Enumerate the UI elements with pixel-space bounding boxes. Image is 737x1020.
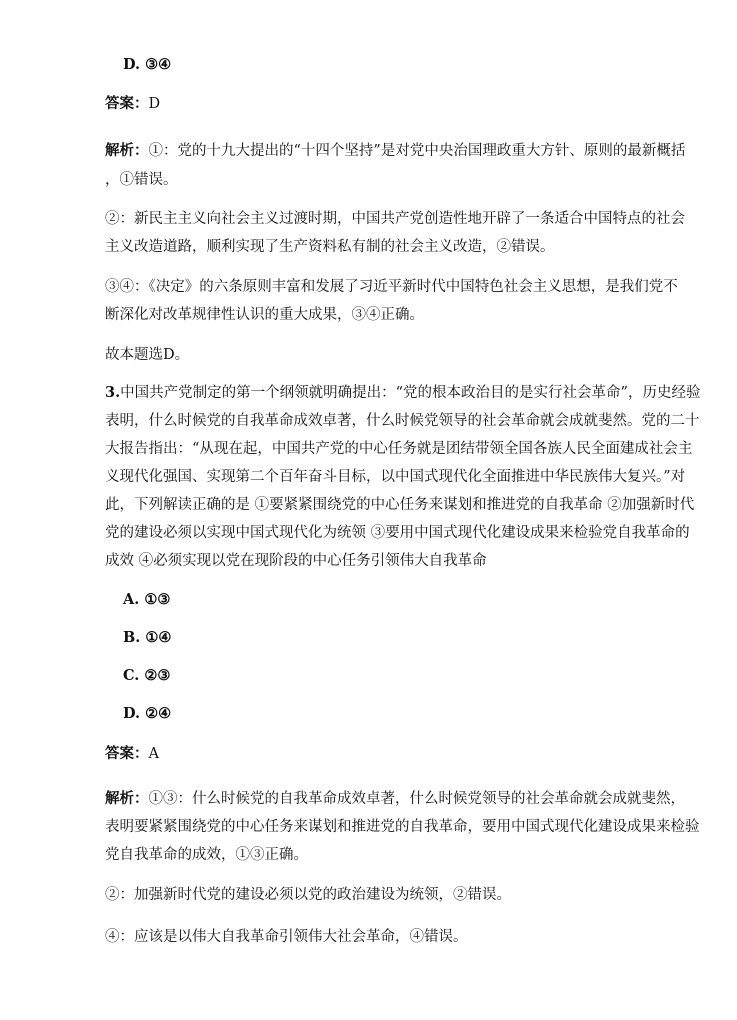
answer-value: D: [148, 96, 161, 112]
analysis-text: 主义改造道路，顺利实现了生产资料私有制的社会主义改造，②错误。: [105, 239, 555, 255]
stem-text: 中国共产党制定的第一个纲领就明确提出：“党的根本政治目的是实行社会革命”，历史经验: [120, 385, 701, 401]
stem-text: 表明，什么时候党的自我革命成效卓著，什么时候党领导的社会革命就会成就斐然。党的二十: [105, 413, 700, 429]
option-d: D. ②④: [123, 705, 172, 722]
analysis-text: 断深化对改革规律性认识的重大成果，③④正确。: [105, 307, 424, 323]
analysis-text: ④：应该是以伟大自我革命引领伟大社会革命，④错误。: [105, 929, 468, 945]
option-a: A. ①③: [123, 591, 171, 608]
stem-text: 此，下列解读正确的是 ①要紧紧围绕党的中心任务来谋划和推进党的自我革命 ②加强新时代: [105, 497, 695, 513]
analysis-text: ③④：《决定》的六条原则丰富和发展了习近平新时代中国特色社会主义思想，是我们党不: [105, 279, 678, 295]
question-stem: [105, 384, 700, 402]
answer-label: 答案：: [105, 95, 149, 112]
option-b: B. ①④: [123, 629, 172, 646]
question-number: 3.: [105, 384, 121, 401]
analysis-text: ，①错误。: [105, 172, 178, 188]
analysis-line: [105, 790, 685, 808]
analysis-text: ②：新民主主义向社会主义过渡时期，中国共产党创造性地开辟了一条适合中国特点的社会: [105, 211, 685, 227]
stem-text: 成效 ④必须实现以党在现阶段的中心任务引领伟大自我革命: [105, 553, 487, 569]
analysis-label: 解析：: [105, 142, 149, 159]
option-d: D. ③④: [123, 56, 172, 73]
analysis-text: ②：加强新时代党的建设必须以党的政治建设为统领，②错误。: [105, 887, 511, 903]
answer-line: [105, 745, 159, 763]
answer-line: [105, 95, 160, 113]
analysis-text: ①③：什么时候党的自我革命成效卓著，什么时候党领导的社会革命就会成就斐然，: [148, 791, 685, 807]
answer-label: 答案：: [105, 745, 149, 762]
option-c: C. ②③: [123, 667, 171, 684]
stem-text: 党的建设必须以实现中国式现代化为统领 ③要用中国式现代化建设成果来检验党自我革命的: [105, 525, 690, 541]
analysis-line: [105, 142, 685, 160]
stem-text: 大报告指出：“从现在起，中国共产党的中心任务就是团结带领全国各族人民全面建成社会主: [105, 441, 693, 457]
analysis-label: 解析：: [105, 790, 149, 807]
analysis-text: 党自我革命的成效，①③正确。: [105, 847, 308, 863]
analysis-text: 表明要紧紧围绕党的中心任务来谋划和推进党的自我革命，要用中国式现代化建设成果来检验: [105, 819, 700, 835]
analysis-text: ①：党的十九大提出的“十四个坚持”是对党中央治国理政重大方针、原则的最新概括: [148, 143, 686, 159]
conclusion-text: 故本题选D。: [105, 347, 190, 363]
stem-text: 义现代化强国、实现第二个百年奋斗目标，以中国式现代化全面推进中华民族伟大复兴。”对: [105, 469, 686, 485]
answer-value: A: [148, 746, 159, 762]
